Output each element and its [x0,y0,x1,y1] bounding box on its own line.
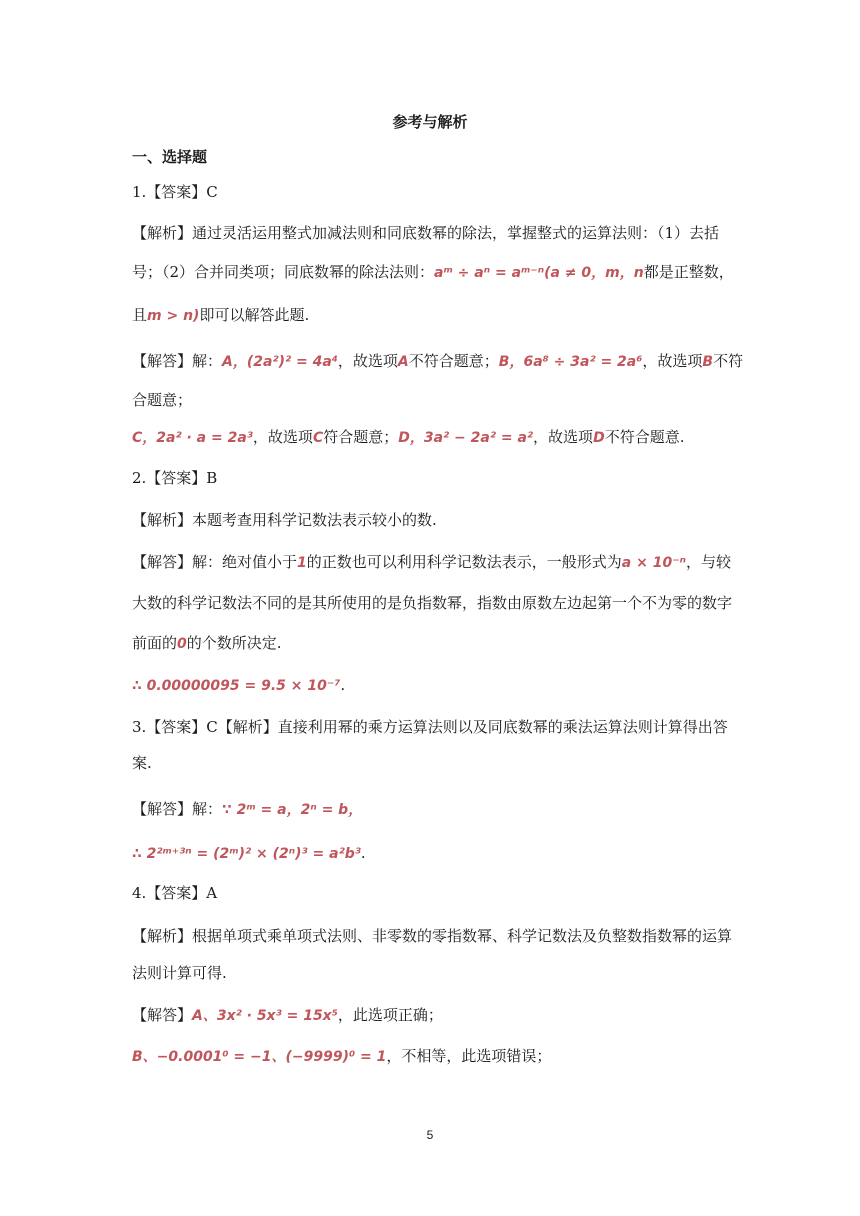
q3-answer-analysis-cont: 案. [132,754,152,772]
q4-answer: 4.【答案】A [132,884,218,902]
text: 【解答】解：绝对值小于 [132,553,298,571]
text: ，故选项 [533,428,594,446]
q2-analysis: 【解析】本题考查用科学记数法表示较小的数. [132,511,437,529]
text: 前面的 [132,634,178,652]
q1-analysis-line2 [132,261,732,284]
math-formula: m > n) [147,308,200,324]
text: ，故选项 [337,352,398,370]
text: 不符合题意. [604,428,685,446]
section-heading: 一、选择题 [132,148,208,166]
q1-answer: 1.【答案】C [132,183,218,201]
math-symbol: C [312,430,324,446]
text: ，不相等，此选项错误； [386,1047,552,1065]
page-title: 参考与解析 [392,113,468,131]
text: . [360,844,366,862]
q2-solution-line2: 大数的科学记数法不同的是其所使用的是负指数幂，指数由原数左边起第一个不为零的数字 [132,594,733,612]
q1-solution-line1 [132,350,744,373]
math-formula: a × 10⁻ⁿ [621,555,686,571]
math-symbol: A [397,354,409,370]
text: 都是正整数， [643,263,734,281]
math-formula: C，2a² · a = 2a³ [132,430,253,446]
math-formula: ∴ 0.00000095 = 9.5 × 10⁻⁷ [132,678,341,694]
math-symbol: 0 [177,636,187,652]
text: 【解答】 [132,1006,193,1024]
text: 【解答】解： [132,352,223,370]
text: 的个数所决定. [186,634,282,652]
math-formula: aᵐ ÷ aⁿ = aᵐ⁻ⁿ(a ≠ 0，m，n [434,265,644,281]
math-formula: A，(2a²)² = 4a⁴ [222,354,338,370]
math-formula: D，3a² − 2a² = a² [398,430,534,446]
math-formula: ∵ 2ᵐ = a，2ⁿ = b， [222,802,363,818]
text: ，故选项 [642,352,703,370]
math-symbol: B [702,354,714,370]
q2-solution-line4 [132,674,732,697]
text: . [340,676,346,694]
q3-solution-line1 [132,798,732,821]
math-symbol: 1 [297,555,307,571]
text: 符合题意； [323,428,399,446]
math-formula: B、−0.0001⁰ = −1、(−9999)⁰ = 1 [132,1049,387,1065]
text: 号；（2）合并同类项；同底数幂的除法法则： [132,263,435,281]
q1-solution-line3 [132,426,732,449]
q4-analysis-line2: 法则计算可得. [132,964,227,982]
math-formula: ∴ 2²ᵐ⁺³ⁿ = (2ᵐ)² × (2ⁿ)³ = a²b³ [132,846,361,862]
q2-solution-line1 [132,551,732,574]
q2-solution-line3 [132,632,732,655]
text: 【解答】解： [132,800,223,818]
text: ，此选项正确； [337,1006,443,1024]
text: 不符 [713,352,744,370]
q1-solution-line2: 合题意； [132,391,193,409]
text: 不符合题意； [408,352,499,370]
math-formula: A、3x² · 5x³ = 15x⁵ [192,1008,338,1024]
math-symbol: D [593,430,605,446]
q4-analysis-line1: 【解析】根据单项式乘单项式法则、非零数的零指数幂、科学记数法及负整数指数幂的运算 [132,927,733,945]
q3-solution-line2 [132,842,732,865]
text: 即可以解答此题. [199,306,310,324]
q4-solution-line2 [132,1045,732,1068]
q3-answer-analysis: 3.【答案】C【解析】直接利用幂的乘方运算法则以及同底数幂的乘法运算法则计算得出答 [132,718,728,736]
q1-analysis-line3 [132,304,732,327]
q4-solution-line1 [132,1004,732,1027]
text: ，与较 [685,553,731,571]
q2-answer: 2.【答案】B [132,469,218,487]
text: 且 [132,306,148,324]
math-formula: B，6a⁸ ÷ 3a² = 2a⁶ [498,354,643,370]
page-number: 5 [426,1128,434,1142]
text: 的正数也可以利用科学记数法表示，一般形式为 [306,553,622,571]
q1-analysis-line1: 【解析】通过灵活运用整式加减法则和同底数幂的除法，掌握整式的运算法则：（1）去括 [132,224,720,242]
text: ，故选项 [252,428,313,446]
